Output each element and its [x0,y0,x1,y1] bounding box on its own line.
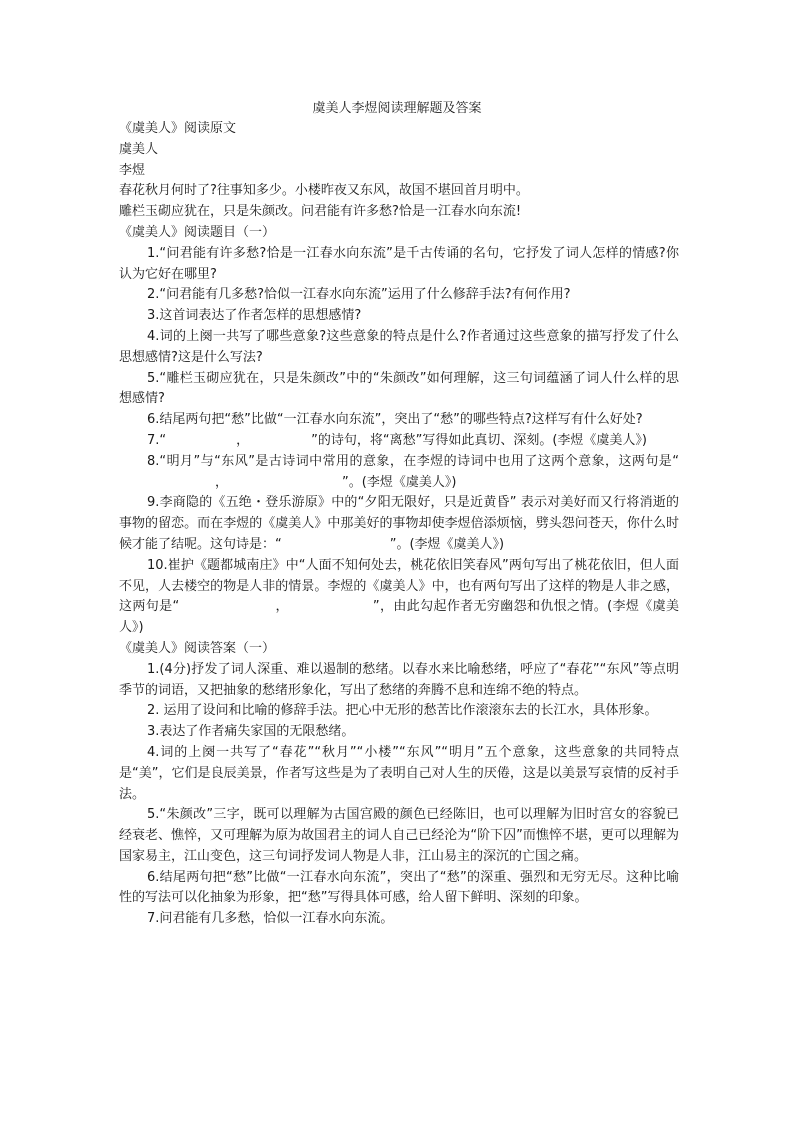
answer-2: 2. 运用了设问和比喻的修辞手法。把心中无形的愁苦比作滚滚东去的长江水，具体形象。 [147,703,658,719]
document-body [119,119,679,930]
question-9 [119,493,679,555]
poem-line-2: 雕栏玉砌应犹在，只是朱颜改。问君能有许多愁?恰是一江春水向东流! [119,204,522,220]
question-8-part-c: ”。(李煜《虞美人》) [342,474,457,490]
question-8-part-b: ， [215,474,229,490]
section-heading-original: 《虞美人》阅读原文 [119,121,237,136]
question-7 [119,431,679,452]
poem-author: 李煜 [119,162,146,178]
poem-line-1: 春花秋月何时了?往事知多少。小楼昨夜又东风，故国不堪回首月明中。 [119,183,529,199]
question-10-part-c: ”，由此勾起作者无穷幽怨和仇恨之情。(李煜《虞美人》) [119,599,679,636]
question-1: 1.“问君能有许多愁?恰是一江春水向东流”是千古传诵的名句，它抒发了词人怎样的情感?你认为它好在哪里? [119,245,679,282]
page-title: 虞美人李煜阅读理解题及答案 [312,101,482,116]
question-2: 2.“问君能有几多愁?恰似一江春水向东流”运用了什么修辞手法?有何作用? [147,287,571,303]
question-6: 6.结尾两句把“愁”比做“一江春水向东流”，突出了“愁”的哪些特点?这样写有什么好处? [147,412,643,428]
answer-7: 7.问君能有几多愁，恰似一江春水向东流。 [147,911,394,927]
poem-title: 虞美人 [119,141,159,157]
answer-4: 4.词的上阕一共写了“春花”“秋月”“小楼”“东风”“明月”五个意象，这些意象的共同特点是“美”，它们是良辰美景，作者写这些是为了表明自己对人生的厌倦，这是以美景写哀情的反衬手法。 [119,744,679,802]
question-3: 3.这首词表达了作者怎样的思想感情? [147,308,362,324]
section-heading-answers: 《虞美人》阅读答案（一） [119,640,276,656]
question-8-part-a: 8.“明月”与“东风”是古诗词中常用的意象，在李煜的诗词中也用了这两个意象，这两句是“ [147,453,679,469]
question-7-part-c: ”的诗句，将“离愁”写得如此真切、深刻。(李煜《虞美人》) [311,432,648,448]
answer-5: 5.“朱颜改”三字，既可以理解为古国宫殿的颜色已经陈旧，也可以理解为旧时宫女的容貌已经衰老、憔悴，又可理解为原为故国君主的词人自己已经沦为“阶下囚”而憔悴不堪，更可以理解为国家易主，江山变色，这三句词抒发词人物是人非，江山易主的深沉的亡国之痛。 [119,807,679,864]
section-heading-questions: 《虞美人》阅读题目（一） [119,224,276,240]
answer-1: 1.(4分)抒发了词人深重、难以遏制的愁绪。以春水来比喻愁绪，呼应了“春花”“东风”等点明季节的词语，又把抽象的愁绪形象化，写出了愁绪的奔腾不息和连绵不绝的特点。 [119,661,679,698]
question-8 [119,452,679,494]
question-10 [119,556,679,639]
question-7-part-a: 7.“ [147,432,167,448]
question-4: 4.词的上阕一共写了哪些意象?这些意象的特点是什么?作者通过这些意象的描写抒发了什么思想感情?这是什么写法? [119,328,679,365]
question-5: 5.“雕栏玉砌应犹在，只是朱颜改”中的“朱颜改”如何理解，这三句词蕴涵了词人什么样的思想感情? [119,370,679,407]
question-10-part-b: ， [275,599,289,615]
answer-3: 3.表达了作者痛失家国的无限愁绪。 [147,724,355,740]
answer-6: 6.结尾两句把“愁”比做“一江春水向东流”，突出了“愁”的深重、强烈和无穷无尽。这种比喻性的写法可以化抽象为形象，把“愁”写得具体可感，给人留下鲜明、深刻的印象。 [119,869,679,906]
question-10-part-a: 10.崔护《题都城南庄》中“人面不知何处去，桃花依旧笑春风”两句写出了桃花依旧，但人面不见，人去楼空的物是人非的情景。李煜的《虞美人》中，也有两句写出了这样的物是人非之感，这两句是“ [119,557,679,615]
question-7-part-b: ， [236,432,250,448]
question-9-part-a: 9.李商隐的《五绝・登乐游原》中的“夕阳无限好，只是近黄昏” 表示对美好而又行将消逝的事物的留恋。而在李煜的《虞美人》中那美好的事物却使李煜倍添烦恼，劈头怨问苍天，你什么时候才能了结呢。这句诗是：“ [119,495,679,552]
question-9-part-b: ”。(李煜《虞美人》) [389,536,505,552]
